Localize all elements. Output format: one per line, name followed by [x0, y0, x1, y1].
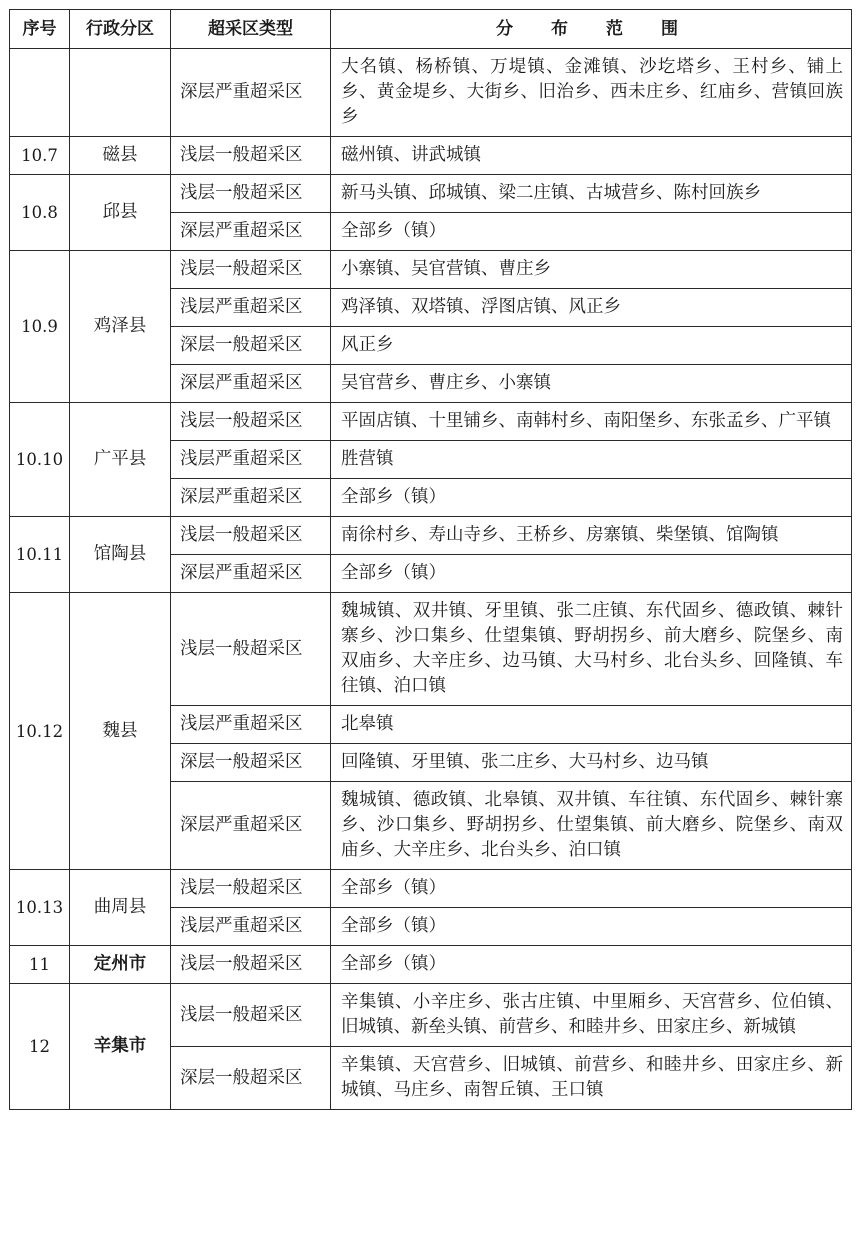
type-cell: 深层严重超采区: [171, 479, 331, 517]
scope-cell: 鸡泽镇、双塔镇、浮图店镇、风正乡: [331, 289, 852, 327]
table-row: [10, 403, 852, 441]
scope-cell: 新马头镇、邱城镇、梁二庄镇、古城营乡、陈村回族乡: [331, 175, 852, 213]
type-cell: 浅层一般超采区: [171, 251, 331, 289]
district-cell: 馆陶县: [70, 517, 171, 593]
type-cell: 深层一般超采区: [171, 1047, 331, 1110]
seq-cell: 10.12: [10, 593, 70, 870]
seq-cell: [10, 49, 70, 137]
scope-cell: 全部乡（镇）: [331, 870, 852, 908]
seq-cell: 10.10: [10, 403, 70, 517]
table-row: [10, 251, 852, 289]
seq-cell: 10.8: [10, 175, 70, 251]
seq-cell: 12: [10, 984, 70, 1110]
district-cell: 广平县: [70, 403, 171, 517]
table-row: [10, 593, 852, 706]
scope-cell: 全部乡（镇）: [331, 479, 852, 517]
type-cell: 深层严重超采区: [171, 49, 331, 137]
table-row: [10, 49, 852, 137]
district-cell: 辛集市: [70, 984, 171, 1110]
type-cell: 浅层严重超采区: [171, 289, 331, 327]
type-cell: 浅层一般超采区: [171, 984, 331, 1047]
scope-cell: 全部乡（镇）: [331, 555, 852, 593]
type-cell: 浅层一般超采区: [171, 517, 331, 555]
type-cell: 深层一般超采区: [171, 744, 331, 782]
table-row: [10, 984, 852, 1047]
scope-cell: 魏城镇、德政镇、北皋镇、双井镇、车往镇、东代固乡、棘针寨乡、沙口集乡、野胡拐乡、仕望集镇、前大磨乡、院堡乡、南双庙乡、大辛庄乡、北台头乡、泊口镇: [331, 782, 852, 870]
scope-cell: 大名镇、杨桥镇、万堤镇、金滩镇、沙圪塔乡、王村乡、铺上乡、黄金堤乡、大街乡、旧治乡、西未庄乡、红庙乡、营镇回族乡: [331, 49, 852, 137]
header-type: 超采区类型: [171, 10, 331, 49]
type-cell: 深层严重超采区: [171, 782, 331, 870]
type-cell: 浅层严重超采区: [171, 706, 331, 744]
type-cell: 深层严重超采区: [171, 213, 331, 251]
table-row: [10, 517, 852, 555]
scope-cell: 全部乡（镇）: [331, 213, 852, 251]
seq-cell: 10.9: [10, 251, 70, 403]
scope-cell: 吴官营乡、曹庄乡、小寨镇: [331, 365, 852, 403]
scope-cell: 全部乡（镇）: [331, 946, 852, 984]
table-row: [10, 175, 852, 213]
scope-cell: 小寨镇、吴官营镇、曹庄乡: [331, 251, 852, 289]
scope-cell: 南徐村乡、寿山寺乡、王桥乡、房寨镇、柴堡镇、馆陶镇: [331, 517, 852, 555]
type-cell: 浅层一般超采区: [171, 403, 331, 441]
over-extraction-table: [9, 9, 852, 1110]
district-cell: 魏县: [70, 593, 171, 870]
type-cell: 浅层一般超采区: [171, 137, 331, 175]
type-cell: 浅层一般超采区: [171, 175, 331, 213]
scope-cell: 回隆镇、牙里镇、张二庄乡、大马村乡、边马镇: [331, 744, 852, 782]
scope-cell: 胜营镇: [331, 441, 852, 479]
district-cell: [70, 49, 171, 137]
type-cell: 浅层一般超采区: [171, 946, 331, 984]
table-row: [10, 137, 852, 175]
header-scope: 分布范围: [331, 10, 852, 49]
type-cell: 浅层一般超采区: [171, 593, 331, 706]
seq-cell: 10.13: [10, 870, 70, 946]
type-cell: 浅层严重超采区: [171, 441, 331, 479]
district-cell: 邱县: [70, 175, 171, 251]
seq-cell: 10.7: [10, 137, 70, 175]
scope-cell: 磁州镇、讲武城镇: [331, 137, 852, 175]
table-row: [10, 946, 852, 984]
scope-cell: 魏城镇、双井镇、牙里镇、张二庄镇、东代固乡、德政镇、棘针寨乡、沙口集乡、仕望集镇、野胡拐乡、前大磨乡、院堡乡、南双庙乡、大辛庄乡、边马镇、大马村乡、北台头乡、回隆镇、车往镇、泊口镇: [331, 593, 852, 706]
header-district: 行政分区: [70, 10, 171, 49]
seq-cell: 11: [10, 946, 70, 984]
type-cell: 深层严重超采区: [171, 555, 331, 593]
header-row: [10, 10, 852, 49]
table-row: [10, 870, 852, 908]
scope-cell: 全部乡（镇）: [331, 908, 852, 946]
seq-cell: 10.11: [10, 517, 70, 593]
type-cell: 浅层一般超采区: [171, 870, 331, 908]
table-body: [10, 49, 852, 1110]
scope-cell: 风正乡: [331, 327, 852, 365]
type-cell: 深层严重超采区: [171, 365, 331, 403]
type-cell: 深层一般超采区: [171, 327, 331, 365]
district-cell: 磁县: [70, 137, 171, 175]
scope-cell: 辛集镇、小辛庄乡、张古庄镇、中里厢乡、天宫营乡、位伯镇、旧城镇、新垒头镇、前营乡、和睦井乡、田家庄乡、新城镇: [331, 984, 852, 1047]
district-cell: 曲周县: [70, 870, 171, 946]
scope-cell: 辛集镇、天宫营乡、旧城镇、前营乡、和睦井乡、田家庄乡、新城镇、马庄乡、南智丘镇、王口镇: [331, 1047, 852, 1110]
scope-cell: 平固店镇、十里铺乡、南韩村乡、南阳堡乡、东张孟乡、广平镇: [331, 403, 852, 441]
type-cell: 浅层严重超采区: [171, 908, 331, 946]
scope-cell: 北皋镇: [331, 706, 852, 744]
header-seq: 序号: [10, 10, 70, 49]
district-cell: 定州市: [70, 946, 171, 984]
district-cell: 鸡泽县: [70, 251, 171, 403]
